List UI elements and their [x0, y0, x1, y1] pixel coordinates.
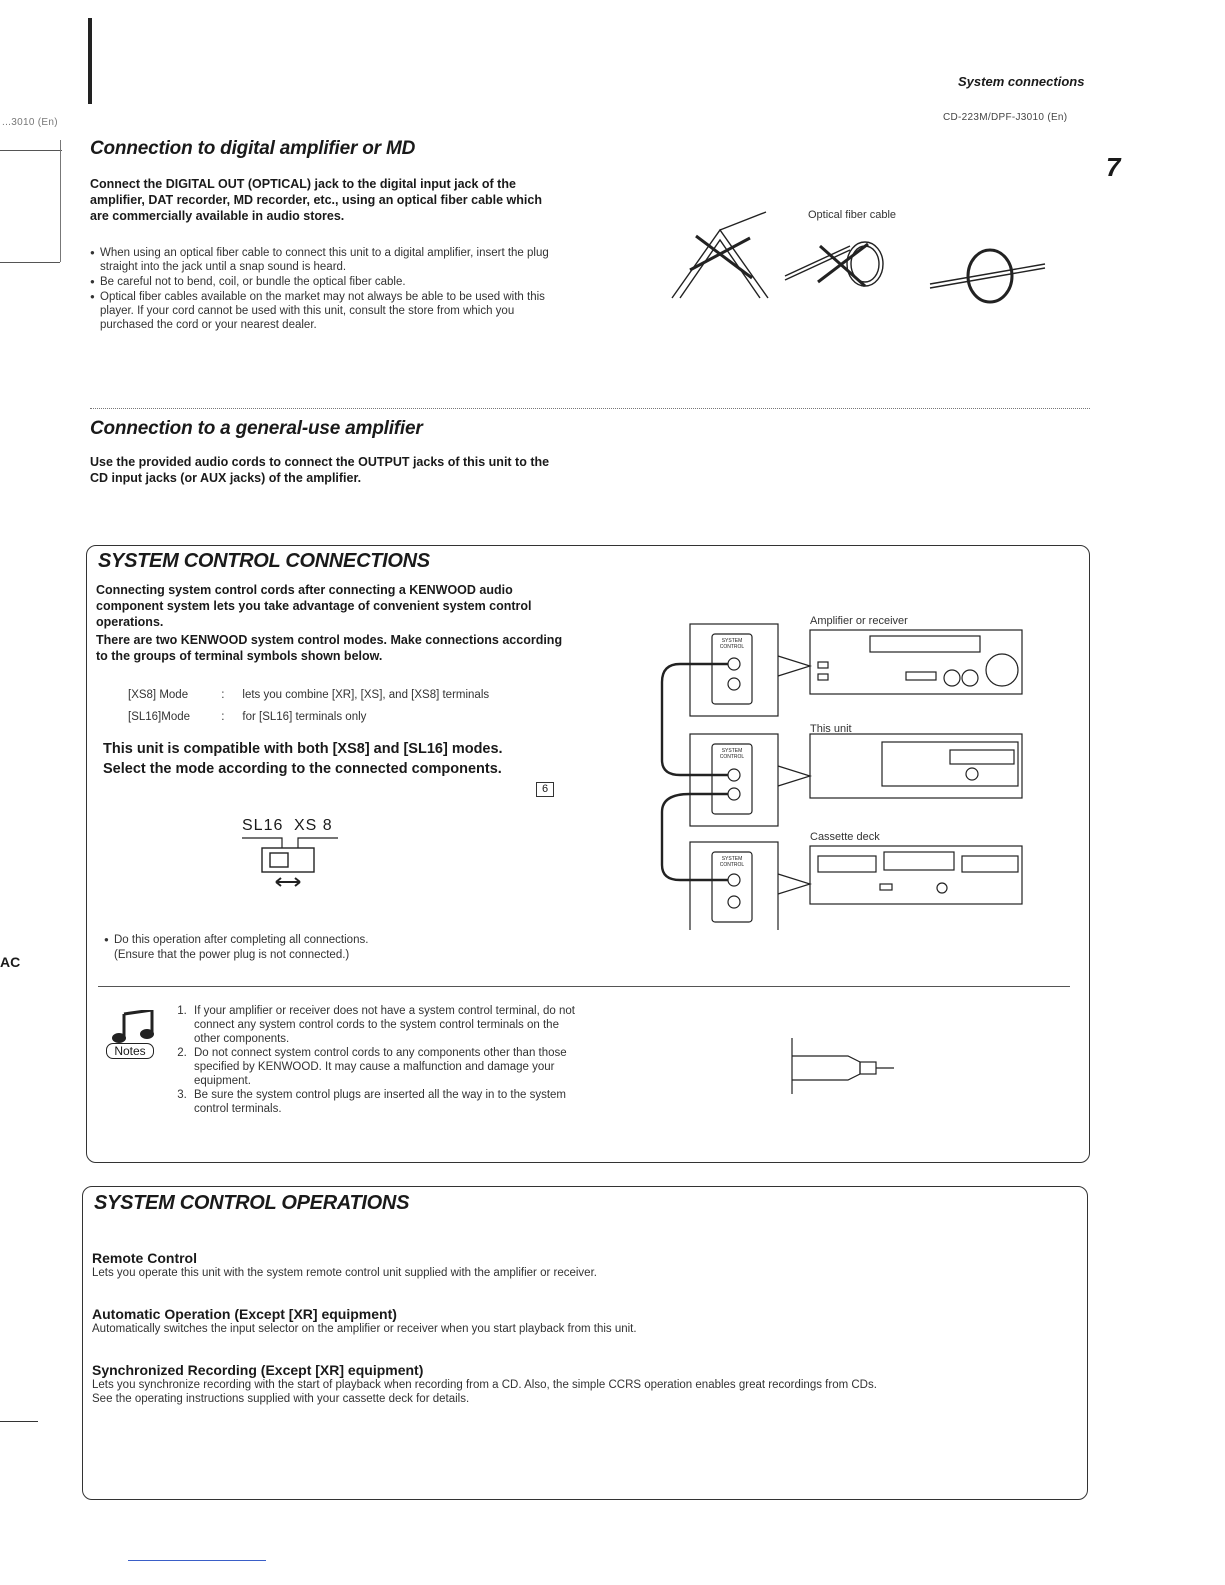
cassette-deck-device [810, 846, 1022, 904]
operation-heading: Remote Control [92, 1250, 197, 1266]
music-note-icon [106, 1010, 158, 1044]
connections-lead-1: Connecting system control cords after connecting a KENWOOD audio component system lets you take advantage of convenient system control operations. [96, 583, 532, 629]
mode-switch-icon [238, 834, 342, 892]
box-title-connections: SYSTEM CONTROL CONNECTIONS [98, 550, 430, 572]
after-note-line-1: ● Do this operation after completing all connections. [104, 933, 368, 947]
coil-icon [785, 242, 883, 286]
operation-item [92, 1250, 1077, 1280]
compat-line-2: Select the mode according to the connected components. [103, 761, 502, 777]
jack-label: SYSTEM [721, 856, 743, 862]
operation-text: Automatically switches the input selector on the amplifier or receiver when you start playback from this unit. [92, 1323, 637, 1335]
operation-text: Lets you synchronize recording with the start of playback when recording from a CD. Also, the simple CCRS operation enables great recordings from CDs. [92, 1379, 877, 1391]
left-margin-letters: AC [0, 954, 21, 970]
margin-rule [0, 1421, 38, 1422]
mode-sep: : [221, 689, 225, 701]
operation-heading: Synchronized Recording (Except [XR] equipment) [92, 1362, 424, 1378]
operation-text-2: See the operating instructions supplied with your cassette deck for details. [92, 1393, 470, 1405]
figure-label-optical: Optical fiber cable [808, 209, 897, 221]
label-this-unit: This unit [810, 723, 852, 735]
compat-line-1: This unit is compatible with both [XS8] and [SL16] modes. [103, 741, 503, 757]
margin-rule [0, 262, 60, 263]
plug-insert-figure [788, 1036, 898, 1096]
general-lead: Use the provided audio cords to connect the OUTPUT jacks of this unit to the CD input jacks (or AUX jacks) of the amplifier. [90, 455, 550, 485]
system-control-diagram [650, 620, 1030, 930]
jack-label: SYSTEM [721, 638, 743, 644]
footer-link-rule [128, 1560, 266, 1561]
bundle-icon [930, 250, 1045, 302]
page-number: 7 [1106, 152, 1121, 182]
mode-desc: for [SL16] terminals only [242, 711, 367, 723]
jack-label: CONTROL [719, 644, 745, 650]
bullet-item: ● Optical fiber cables available on the market may not always be able to be used with this player. If your cord cannot be used with this unit, consult the store from which you purchased the cord or your nearest dealer. [90, 290, 562, 332]
mode-name: [XS8] Mode [128, 689, 189, 701]
page-header-title: System connections [958, 74, 1085, 89]
switch-label-xs8: XS 8 [294, 817, 333, 834]
operation-text: Lets you operate this unit with the system remote control unit supplied with the amplifier or receiver. [92, 1267, 597, 1279]
operation-item [92, 1306, 1077, 1336]
margin-rule [60, 140, 61, 262]
left-margin-code: ...3010 (En) [2, 117, 58, 128]
operation-heading: Automatic Operation (Except [XR] equipment) [92, 1306, 397, 1322]
box-title-operations: SYSTEM CONTROL OPERATIONS [94, 1192, 410, 1214]
jack-label: CONTROL [719, 862, 745, 868]
cd-unit-device [810, 734, 1022, 798]
digital-bullets [90, 246, 562, 333]
switch-label-sl16: SL16 [242, 817, 284, 834]
section-title-digital: Connection to digital amplifier or MD [90, 138, 416, 159]
bullet-item: ● Be careful not to bend, coil, or bundle the optical fiber cable. [90, 275, 562, 289]
mode-name: [SL16]Mode [128, 711, 191, 723]
binding-mark [88, 18, 92, 104]
note-item: 1. If your amplifier or receiver does not have a system control terminal, do not connect any system control cords to the system control terminals on the other components. [190, 1004, 580, 1046]
after-note-line-2: (Ensure that the power plug is not connected.) [114, 949, 350, 961]
mode-row-xs8 [128, 688, 489, 702]
bend-icon [672, 212, 768, 298]
connections-lead-2: There are two KENWOOD system control modes. Make connections according to the groups of terminal symbols shown below. [96, 633, 563, 663]
after-note [104, 933, 368, 962]
margin-rule [0, 150, 62, 151]
amplifier-device [810, 630, 1022, 694]
optical-cable-figure [660, 206, 1060, 316]
bullet-item: ● When using an optical fiber cable to connect this unit to a digital amplifier, insert the plug straight into the jack until a snap sound is heard. [90, 246, 562, 274]
digital-lead: Connect the DIGITAL OUT (OPTICAL) jack to the digital input jack of the amplifier, DAT recorder, MD recorder, etc., using an optical fiber cable which are commercially available in audio stores. [90, 177, 542, 223]
mode-row-sl16 [128, 710, 366, 724]
section-divider [90, 408, 1090, 409]
jack-label: SYSTEM [721, 748, 743, 754]
mode-desc: lets you combine [XR], [XS], and [XS8] terminals [242, 689, 490, 701]
page-header-code: CD-223M/DPF-J3010 (En) [943, 112, 1068, 123]
label-amplifier: Amplifier or receiver [810, 615, 908, 627]
system-control-operations-box [82, 1186, 1088, 1500]
operation-item [92, 1362, 1077, 1406]
note-item: 3. Be sure the system control plugs are inserted all the way in to the system control terminals. [190, 1088, 580, 1116]
jack-label: CONTROL [719, 754, 745, 760]
box-inner-rule [98, 986, 1070, 987]
notes-list [172, 1004, 580, 1116]
section-title-general: Connection to a general-use amplifier [90, 418, 423, 439]
note-item: 2. Do not connect system control cords to any components other than those specified by KENWOOD. It may cause a malfunction and damage your equipment. [190, 1046, 580, 1088]
notes-icon [106, 1010, 158, 1070]
notes-badge: Notes [106, 1043, 154, 1059]
label-cassette-deck: Cassette deck [810, 831, 880, 843]
mode-sep: : [221, 711, 225, 723]
page-ref-badge: 6 [536, 782, 554, 797]
